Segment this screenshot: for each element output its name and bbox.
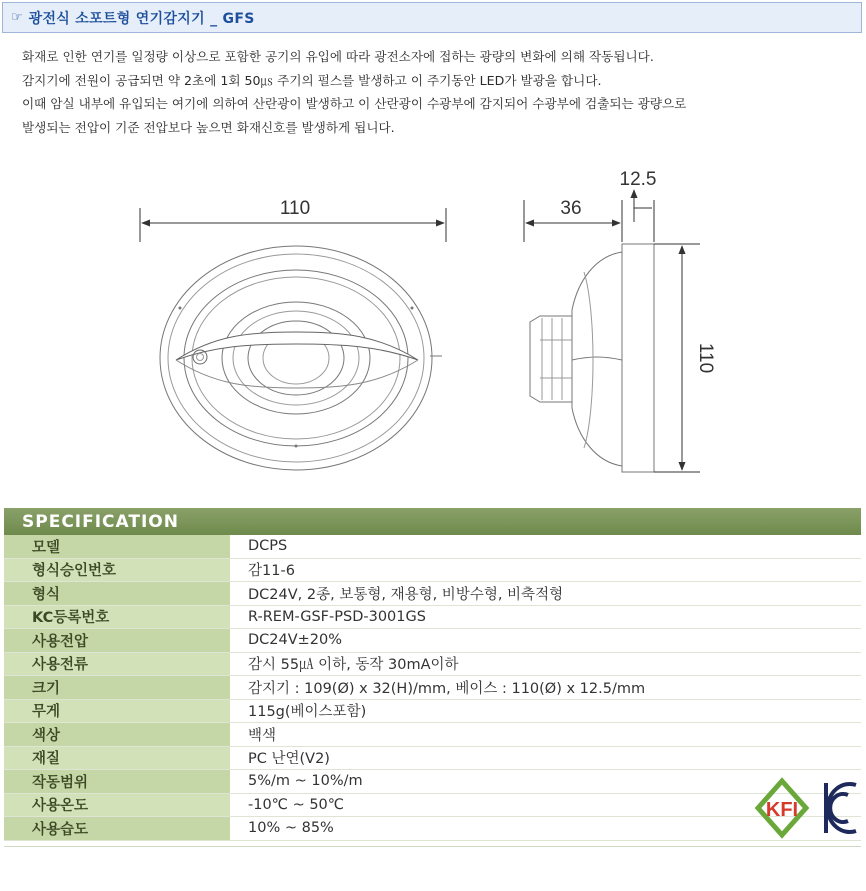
spec-row-color xyxy=(4,723,861,747)
kfi-logo xyxy=(758,781,806,835)
spec-value: 10% ~ 85% xyxy=(248,820,334,837)
spec-row-kc-number xyxy=(4,606,861,630)
spec-label: 크기 xyxy=(4,676,230,699)
spec-label: 사용전압 xyxy=(4,629,230,652)
spec-label: 사용습도 xyxy=(4,817,230,840)
spec-row-size xyxy=(4,676,861,700)
spec-row-current xyxy=(4,653,861,677)
description-line: 발생되는 전압이 기준 전압보다 높으면 화재신호를 발생하게 됩니다. xyxy=(22,119,395,135)
side-depth-label: 36 xyxy=(560,198,582,219)
spec-value: 감지기 : 109(Ø) x 32(H)/mm, 베이스 : 110(Ø) x 12.5/mm xyxy=(248,680,646,697)
description-line: 이때 암실 내부에 유입되는 여기에 의하여 산란광이 발생하고 이 산란광이 수광부에 감지되어 수광부에 검출되는 광량으로 xyxy=(22,96,687,111)
spec-label: 무게 xyxy=(4,700,230,723)
spec-row-approval-number xyxy=(4,559,861,583)
spec-label: 사용전류 xyxy=(4,653,230,676)
dimension-drawing xyxy=(0,160,866,490)
side-view xyxy=(524,190,700,472)
front-width-label: 110 xyxy=(279,198,311,219)
spec-value: -10℃ ~ 50℃ xyxy=(248,796,345,813)
certification-logos xyxy=(752,775,862,841)
spec-row-voltage xyxy=(4,629,861,653)
pointing-hand-icon: ☞ xyxy=(11,10,23,25)
spec-label: 사용온도 xyxy=(4,794,230,817)
specification-table xyxy=(4,508,861,841)
spec-value: 감시 55㎂ 이하, 동작 30mA이하 xyxy=(248,657,459,674)
spec-row-humidity xyxy=(4,817,861,841)
table-bottom-border xyxy=(4,846,861,847)
spec-row-model xyxy=(4,535,861,559)
spec-row-weight xyxy=(4,700,861,724)
description xyxy=(22,45,852,139)
page-title: 광전식 소포트형 연기감지기 _ GFS xyxy=(28,10,255,27)
spec-value: 감11-6 xyxy=(248,563,295,580)
side-height-label: 110 xyxy=(695,342,716,374)
base-thickness-label: 12.5 xyxy=(619,169,657,190)
description-line: 감지기에 전원이 공급되면 약 2초에 1회 50㎲ 주기의 펄스를 발생하고 이 주기동안 LED가 발광을 합니다. xyxy=(22,72,602,88)
title-bar xyxy=(2,2,862,33)
spec-row-operating-range xyxy=(4,770,861,794)
spec-label: 재질 xyxy=(4,747,230,770)
description-line: 화재로 인한 연기를 일정량 이상으로 포함한 공기의 유입에 따라 광전소자에 접하는 광량의 변화에 의해 작동됩니다. xyxy=(22,49,654,64)
spec-label: 형식 xyxy=(4,582,230,605)
spec-value: R-REM-GSF-PSD-3001GS xyxy=(248,608,426,625)
kfi-logo-text: KFI xyxy=(765,799,799,821)
spec-row-material xyxy=(4,747,861,771)
spec-value: DC24V±20% xyxy=(248,632,343,649)
spec-label: KC등록번호 xyxy=(4,606,230,629)
spec-label: 형식승인번호 xyxy=(4,559,230,582)
spec-row-temperature xyxy=(4,794,861,818)
kc-logo xyxy=(826,783,856,833)
spec-value: 백색 xyxy=(248,727,277,744)
spec-value: PC 난연(V2) xyxy=(248,751,330,768)
spec-label: 모델 xyxy=(4,535,230,558)
spec-value: DCPS xyxy=(248,538,288,555)
specification-heading: SPECIFICATION xyxy=(4,508,861,535)
spec-value: 115g(베이스포함) xyxy=(248,704,367,721)
spec-label: 색상 xyxy=(4,723,230,746)
spec-value: DC24V, 2종, 보통형, 재용형, 비방수형, 비축적형 xyxy=(248,586,564,603)
spec-row-type xyxy=(4,582,861,606)
front-view xyxy=(140,208,446,470)
spec-value: 5%/m ~ 10%/m xyxy=(248,773,363,790)
spec-label: 작동범위 xyxy=(4,770,230,793)
